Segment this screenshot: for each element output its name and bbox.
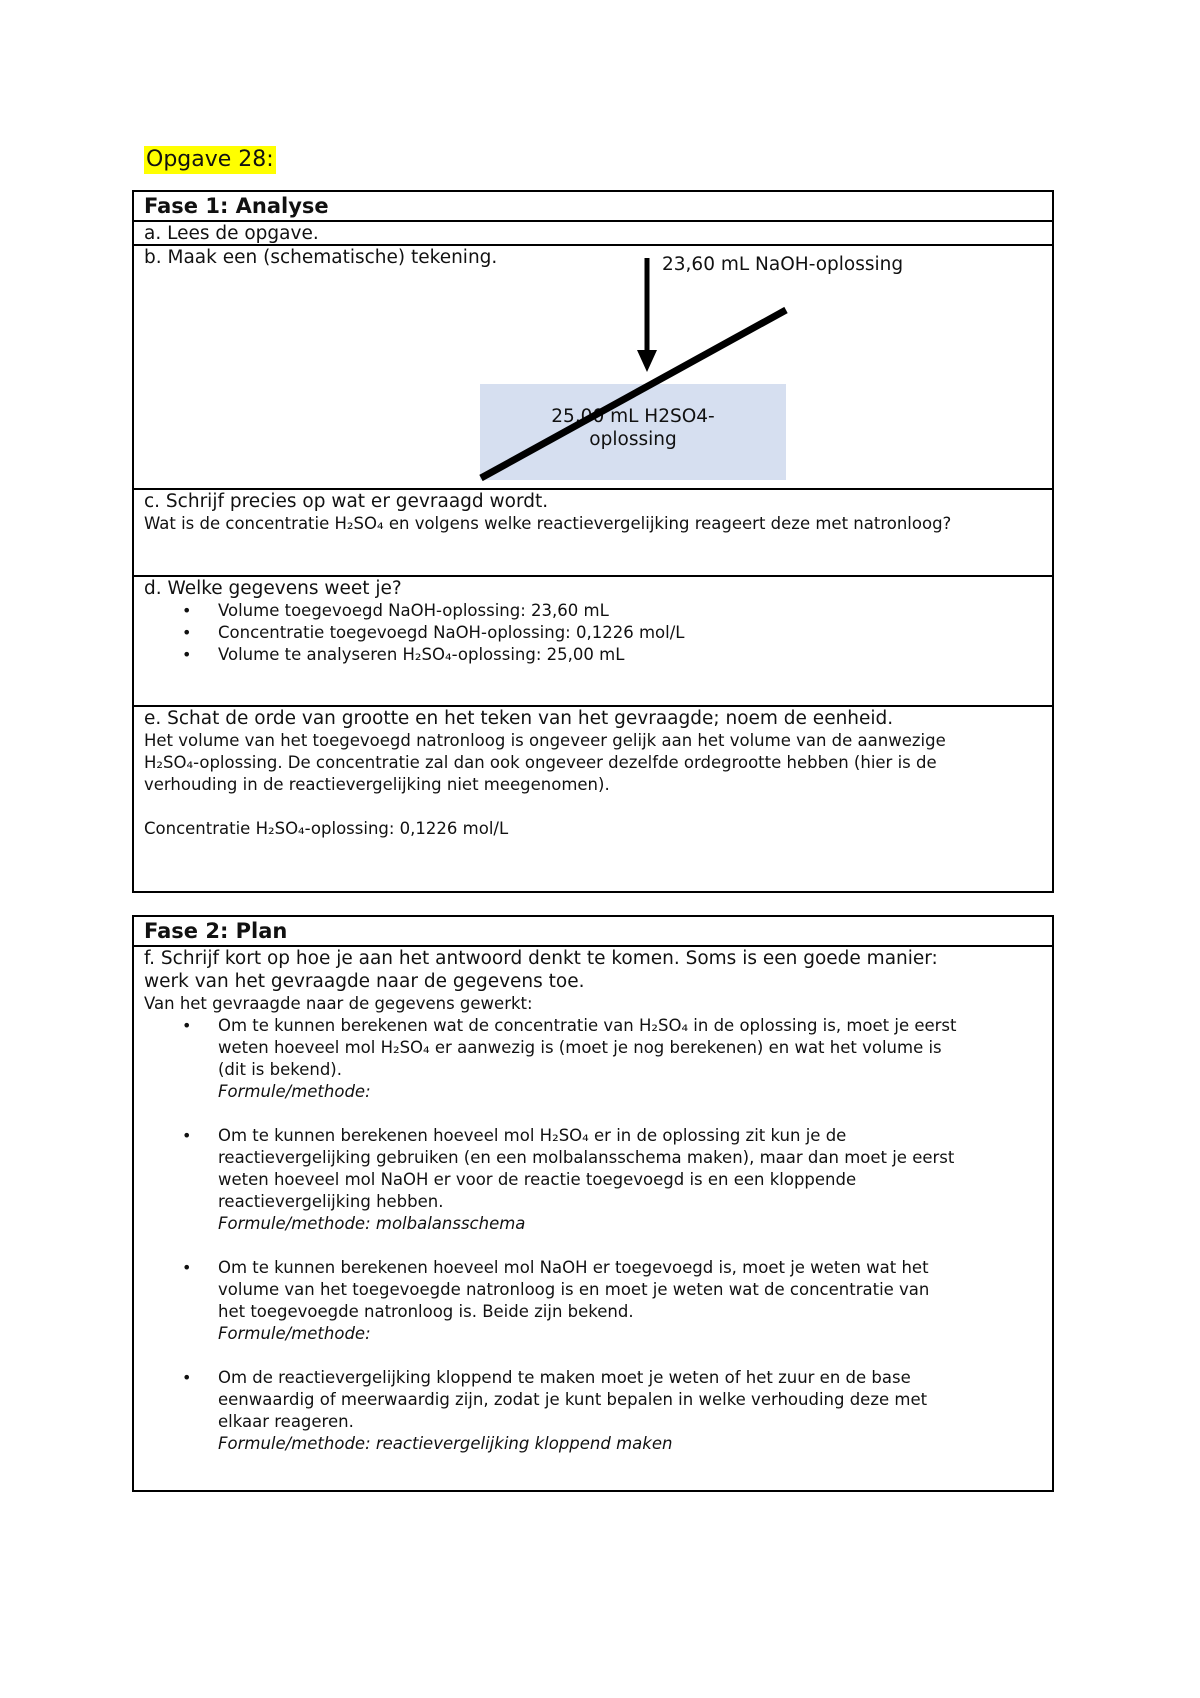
bullet-icon: • xyxy=(182,1126,192,1145)
list-item: • Volume toegevoegd NaOH-oplossing: 23,60 mL xyxy=(182,601,609,620)
method-label: Formule/methode: xyxy=(218,1324,371,1343)
step-e-line1: Het volume van het toegevoegd natronloog is ongeveer gelijk aan het volume van de aanwezige xyxy=(144,731,946,750)
list-item: • Volume te analyseren H₂SO₄-oplossing: 25,00 mL xyxy=(182,645,625,664)
step-e-line2: H₂SO₄-oplossing. De concentratie zal dan ook ongeveer dezelfde ordegrootte hebben (hier is de xyxy=(144,753,937,772)
exercise-title: Opgave 28: xyxy=(146,147,274,172)
plan-intro: Van het gevraagde naar de gegevens gewerkt: xyxy=(144,994,533,1013)
list-item: • Concentratie toegevoegd NaOH-oplossing: 0,1226 mol/L xyxy=(182,623,685,642)
step-d-question: d. Welke gegevens weet je? xyxy=(144,578,402,599)
step-e-line3: verhouding in de reactievergelijking niet meegenomen). xyxy=(144,775,610,794)
step-f xyxy=(134,945,1052,1455)
step-e-question: e. Schat de orde van grootte en het teken van het gevraagde; noem de eenheid. xyxy=(144,708,894,729)
fase2-heading: Fase 2: Plan xyxy=(144,919,288,943)
step-d xyxy=(134,575,1052,705)
list-item: • Om te kunnen berekenen hoeveel mol NaOH er toegevoegd is, moet je weten wat het volume van het toegevoegde natronloog is en moet je weten wat de concentratie van het toegevoegde natronloog is. Beide zijn bekend. Formule/methode: xyxy=(144,1257,1042,1345)
list-item: • Om de reactievergelijking kloppend te maken moet je weten of het zuur en de base eenwaardig of meerwaardig zijn, zodat je kunt bepalen in welke verhouding deze met elkaar reageren. Formule/methode: reactievergelijking kloppend maken xyxy=(144,1367,1042,1455)
step-f-line1: f. Schrijf kort op hoe je aan het antwoord denkt te komen. Soms is een goede manier: xyxy=(144,948,938,969)
fase2-table xyxy=(132,915,1054,1492)
titration-diagram xyxy=(134,246,1052,490)
arrow-label: 23,60 mL NaOH-oplossing xyxy=(662,254,904,275)
bullet-icon: • xyxy=(182,1368,192,1387)
arrow-head-icon xyxy=(637,350,657,372)
step-b-label: b. Maak een (schematische) tekening. xyxy=(144,247,498,268)
bullet-icon: • xyxy=(182,1258,192,1277)
beaker-label-line1: 25,00 mL H2SO4- xyxy=(551,406,715,427)
fase1-heading: Fase 1: Analyse xyxy=(144,194,329,218)
bullet-icon: • xyxy=(182,623,192,642)
step-e xyxy=(134,705,1052,891)
step-c xyxy=(134,488,1052,575)
step-e-conclusion: Concentratie H₂SO₄-oplossing: 0,1226 mol/L xyxy=(144,819,509,838)
given-list xyxy=(144,600,1042,666)
fase1-table xyxy=(132,190,1054,893)
bullet-icon: • xyxy=(182,1016,192,1035)
list-item: • Om te kunnen berekenen hoeveel mol H₂SO₄ er in de oplossing zit kun je de reactievergelijking gebruiken (en een molbalansschema maken), maar dan moet je eerst weten hoeveel mol NaOH er voor de reactie toegevoegd is en een kloppende reactievergelijking hebben. Formule/methode: molbalansschema xyxy=(144,1125,1042,1235)
method-label: Formule/methode: molbalansschema xyxy=(218,1214,526,1233)
method-label: Formule/methode: xyxy=(218,1082,371,1101)
list-item: • Om te kunnen berekenen wat de concentratie van H₂SO₄ in de oplossing is, moet je eerst weten hoeveel mol H₂SO₄ er aanwezig is (moet je nog berekenen) en wat het volume is (dit is bekend). Formule/methode: xyxy=(144,1015,1042,1103)
beaker-label-line2: oplossing xyxy=(589,429,677,450)
plan-list xyxy=(144,1015,1042,1455)
step-c-answer: Wat is de concentratie H₂SO₄ en volgens welke reactievergelijking reageert deze met natronloog? xyxy=(144,514,952,533)
step-c-question: c. Schrijf precies op wat er gevraagd wordt. xyxy=(144,491,549,512)
step-a: a. Lees de opgave. xyxy=(134,220,1052,244)
step-b xyxy=(134,244,1052,488)
bullet-icon: • xyxy=(182,645,192,664)
step-f-line2: werk van het gevraagde naar de gegevens toe. xyxy=(144,971,585,992)
bullet-icon: • xyxy=(182,601,192,620)
method-label: Formule/methode: reactievergelijking kloppend maken xyxy=(218,1434,673,1453)
